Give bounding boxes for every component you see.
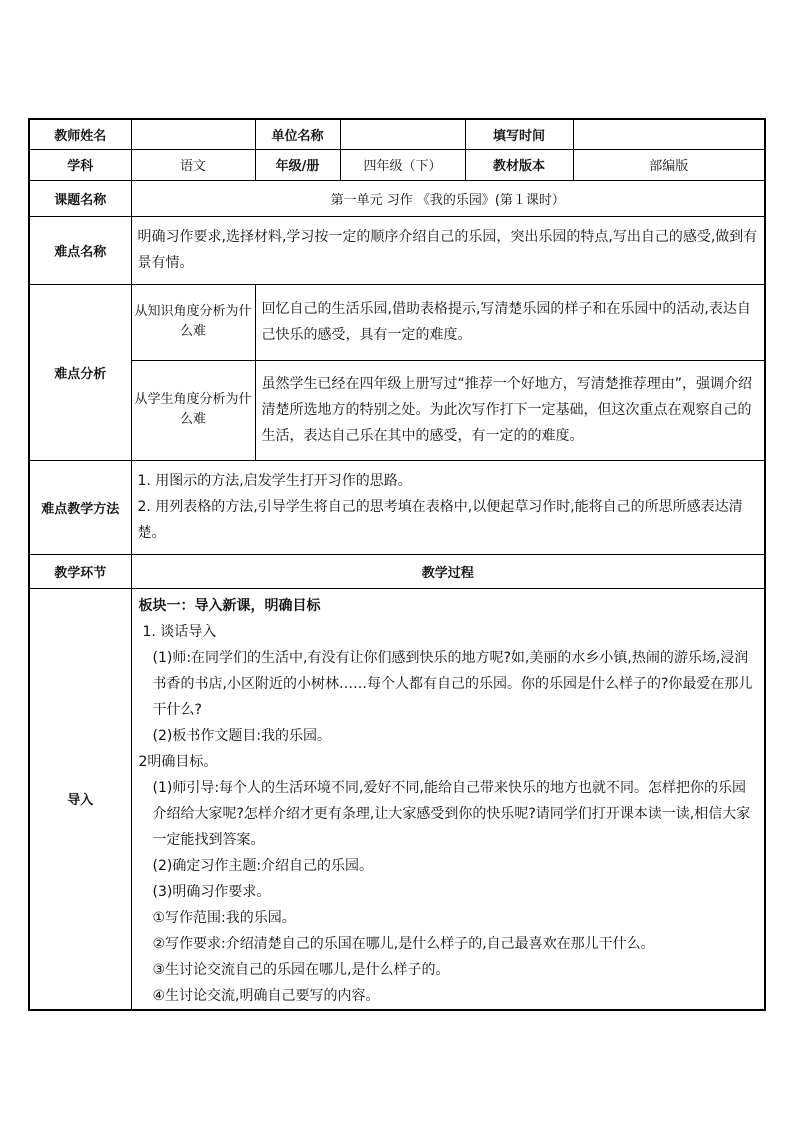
unit-label: 单位名称: [255, 119, 340, 149]
topic-row: [29, 180, 765, 216]
student-angle-text: 虽然学生已经在四年级上册写过“推荐一个好地方，写清楚推荐理由”，强调介绍清楚所选地方的特别之处。为此次写作打下一定基础，但这次重点在观察自己的生活，表达自己乐在其中的感受，有一定的的难度。: [255, 360, 765, 460]
date-value: [573, 119, 765, 149]
edition-label: 教材版本: [465, 149, 573, 180]
intro-line: (1)师引导:每个人的生活环境不同,爱好不同,能给自己带来快乐的地方也就不同。怎样把你的乐园介绍给大家呢?怎样介绍才更有条理,让大家感受到你的快乐呢?请同学们打开课本读一读,相信大家一定能找到答案。: [152, 779, 751, 848]
method-row: [29, 460, 765, 554]
student-angle-label: 从学生角度分析为什么难: [131, 360, 255, 460]
header-row-1: [29, 119, 765, 149]
intro-row: [29, 588, 765, 1010]
process-header-row: [29, 554, 765, 588]
subject-label: 学科: [29, 149, 131, 180]
lesson-plan-table: [28, 118, 766, 1011]
method-line-2: 2. 用列表格的方法,引导学生将自己的思考填在表格中,以便起草习作时,能将自己的所思所感表达清楚。: [137, 499, 743, 541]
teacher-value: [131, 119, 255, 149]
analysis-label: 难点分析: [29, 284, 131, 460]
intro-line: ③生讨论交流自己的乐园在哪儿,是什么样子的。: [152, 961, 450, 978]
grade-label: 年级/册: [255, 149, 340, 180]
knowledge-angle-text: 回忆自己的生活乐园,借助表格提示,写清楚乐园的样子和在乐园中的活动,表达自己快乐的感受，具有一定的难度。: [255, 284, 765, 360]
block-title: 板块一：导入新课，明确目标: [138, 597, 321, 614]
intro-line: ④生讨论交流,明确自己要写的内容。: [152, 987, 380, 1004]
intro-stage-label: 导入: [29, 588, 131, 1010]
intro-line: ①写作范围:我的乐园。: [152, 909, 296, 926]
intro-line: 1. 谈话导入: [142, 623, 217, 640]
stage-header: 教学环节: [29, 554, 131, 588]
topic-label: 课题名称: [29, 180, 131, 216]
intro-line: 2明确目标。: [138, 753, 218, 770]
intro-line: ②写作要求:介绍清楚自己的乐国在哪儿,是什么样子的,自己最喜欢在那儿干什么。: [152, 935, 655, 952]
method-line-1: 1. 用图示的方法,启发学生打开习作的思路。: [137, 473, 412, 489]
intro-process: [131, 588, 765, 1010]
knowledge-angle-label: 从知识角度分析为什么难: [131, 284, 255, 360]
intro-line: (1)师:在同学们的生活中,有没有让你们感到快乐的地方呢?如,美丽的水乡小镇,热闹的游乐场,浸润书香的书店,小区附近的小树林……每个人都有自己的乐园。你的乐园是什么样子的?你最爱在那儿干什么?: [152, 649, 753, 718]
intro-line: (2)确定习作主题:介绍自己的乐园。: [152, 857, 374, 874]
difficulty-text: 明确习作要求,选择材料,学习按一定的顺序介绍自己的乐园，突出乐园的特点,写出自己的感受,做到有景有情。: [131, 216, 765, 284]
method-label: 难点教学方法: [29, 460, 131, 554]
process-header: 教学过程: [131, 554, 765, 588]
date-label: 填写时间: [465, 119, 573, 149]
unit-value: [340, 119, 465, 149]
edition-value: 部编版: [573, 149, 765, 180]
analysis-row-knowledge: [29, 284, 765, 360]
difficulty-row: [29, 216, 765, 284]
grade-value: 四年级（下）: [340, 149, 465, 180]
difficulty-label: 难点名称: [29, 216, 131, 284]
intro-line: (2)板书作文题目:我的乐园。: [152, 727, 332, 744]
header-row-2: [29, 149, 765, 180]
method-text: [131, 460, 765, 554]
topic-value: 第一单元 习作 《我的乐园》(第１课时）: [131, 180, 765, 216]
analysis-row-student: [29, 360, 765, 460]
intro-line: (3)明确习作要求。: [152, 883, 271, 900]
teacher-label: 教师姓名: [29, 119, 131, 149]
subject-value: 语文: [131, 149, 255, 180]
